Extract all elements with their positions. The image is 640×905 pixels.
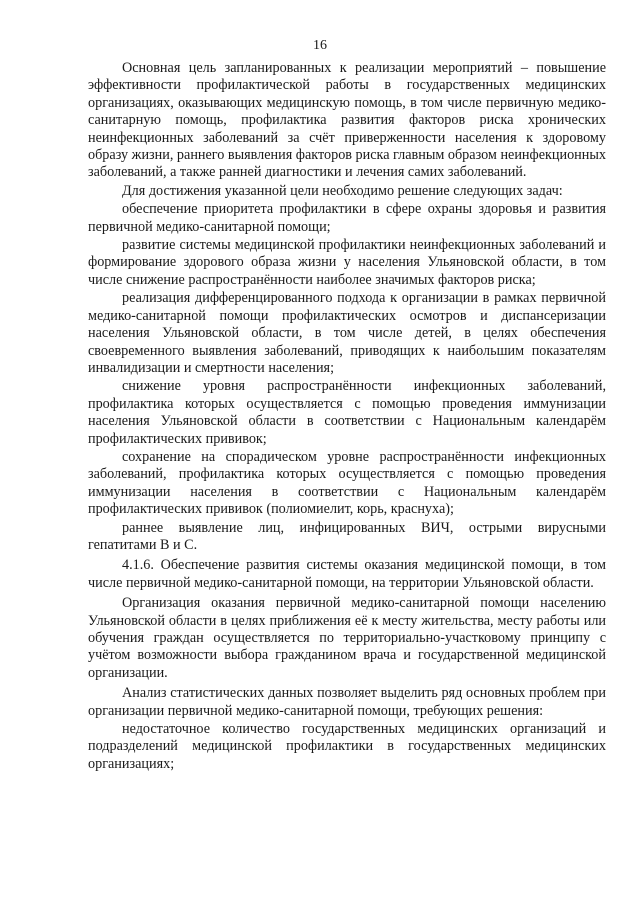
paragraph-task-hiv-detection: раннее выявление лиц, инфицированных ВИЧ, острыми вирусными гепатитами B и C.	[88, 519, 606, 553]
paragraph-task-priority: обеспечение приоритета профилактики в сфере охраны здоровья и развития первичной медико-санитарной помощи;	[88, 201, 606, 235]
paragraph-task-prevention-system: развитие системы медицинской профилактики неинфекционных заболеваний и формирование здорового образа жизни у населения Ульяновской области, в том числе снижение распространённости наиболее значимых факторов риска;	[88, 237, 606, 288]
paragraph-analysis: Анализ статистических данных позволяет выделить ряд основных проблем при организации первичной медико-санитарной помощи, требующих решения:	[88, 685, 606, 719]
paragraph-task-differentiated-approach: реализация дифференцированного подхода к организации в рамках первичной медико-санитарной помощи профилактических осмотров и диспансеризации населения Ульяновской области, в том числе детей, в целях обеспечения своевременного выявления заболеваний, приводящих к наибольшим показателям инвалидизации и смертности населения;	[88, 290, 606, 376]
section-heading-4-1-6: 4.1.6. Обеспечение развития системы оказания медицинской помощи, в том числе первичной медико-санитарной помощи, на территории Ульяновской области.	[88, 557, 606, 591]
document-body	[88, 60, 606, 774]
paragraph-tasks-intro: Для достижения указанной цели необходимо решение следующих задач:	[122, 182, 563, 199]
page-number: 16	[313, 38, 327, 53]
paragraph-main-goal: Основная цель запланированных к реализации мероприятий – повышение эффективности профилактической работы в государственных медицинских организациях, оказывающих медицинскую помощь, в том числе первичную медико-санитарную помощь, профилактика развития факторов риска хронических неинфекционных заболеваний за счёт приверженности населения к здоровому образу жизни, раннего выявления факторов риска главным образом неинфекционных заболеваний, а также ранней диагностики и лечения самих заболеваний.	[88, 60, 606, 181]
paragraph-task-sporadic-level: сохранение на спорадическом уровне распространённости инфекционных заболеваний, профилактика которых осуществляется с помощью проведения иммунизации населения в соответствии с Национальным календарём профилактических прививок (полиомиелит, корь, краснуха);	[88, 448, 606, 518]
paragraph-task-infection-reduction: снижение уровня распространённости инфекционных заболеваний, профилактика которых осуществляется с помощью проведения иммунизации населения Ульяновской области в соответствии с Национальным календарём профилактических прививок;	[88, 378, 606, 447]
paragraph-problem-insufficient: недостаточное количество государственных медицинских организаций и подразделений медицинской профилактики в государственных медицинских организациях;	[88, 721, 606, 772]
paragraph-organization: Организация оказания первичной медико-санитарной помощи населению Ульяновской области в целях приближения её к месту жительства, месту работы или обучения граждан осуществляется по территориально-участковому принципу с учётом возможности выбора гражданином врача и государственной медицинской организации.	[88, 595, 606, 681]
